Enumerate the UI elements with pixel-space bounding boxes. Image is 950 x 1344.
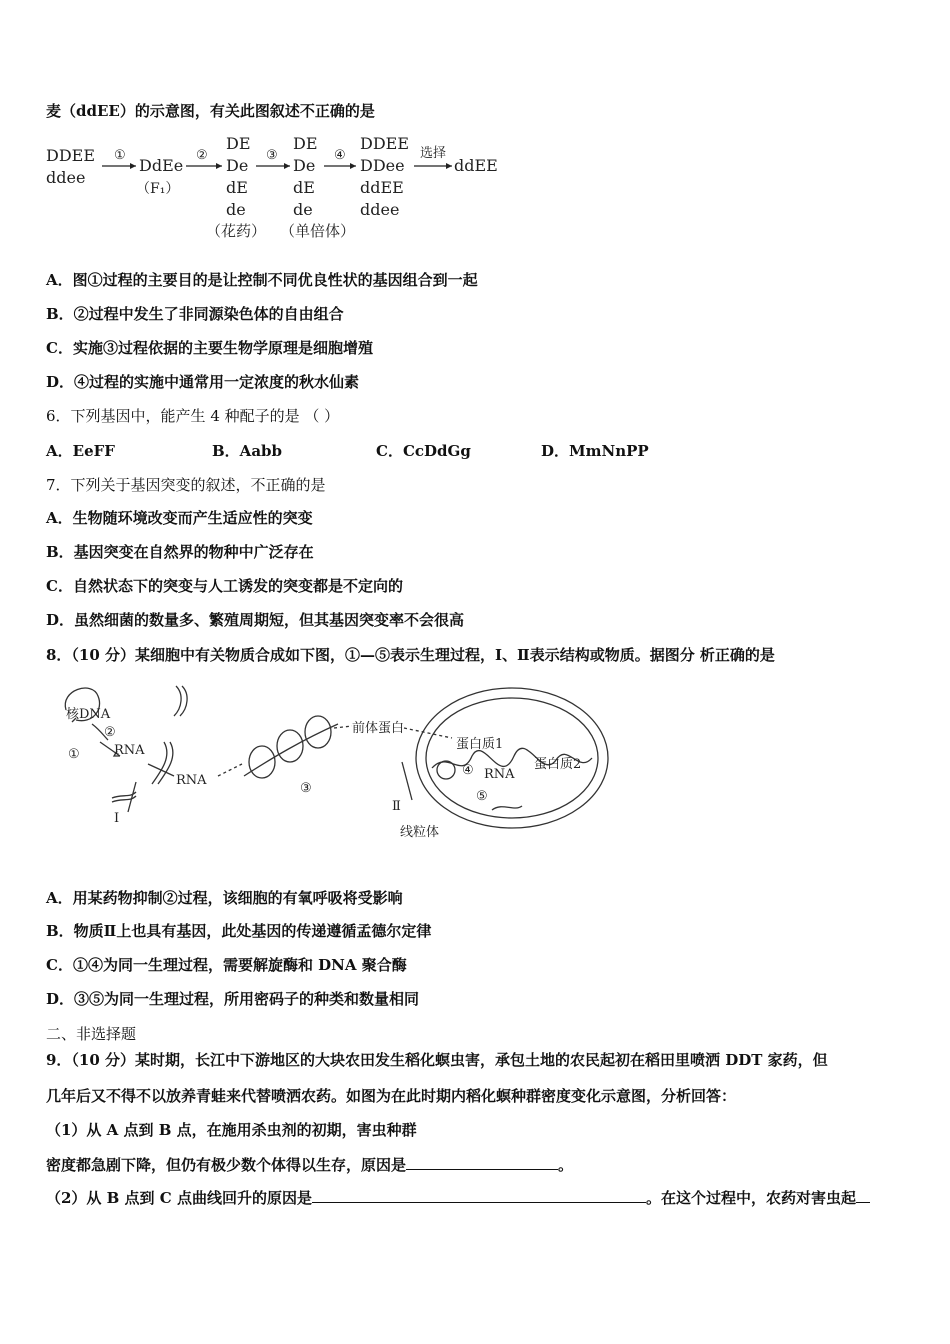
q9-line-1: 9．（10 分）某时期，长江中下游地区的大块农田发生稻化螟虫害，承包土地的农民起初在稻田里喷洒 DDT 家药，但 <box>46 1051 828 1069</box>
q7-option-a: A．生物随环境改变而产生适应性的突变 <box>46 509 313 527</box>
q9-sub2-line <box>46 1188 870 1208</box>
q6-option-b: B．Aabb <box>212 442 283 460</box>
structure-2-label: Ⅱ <box>392 799 401 814</box>
haploid-caption: （单倍体） <box>280 222 356 240</box>
q5-option-d: D．④过程的实施中通常用一定浓度的秋水仙素 <box>46 373 360 391</box>
pollen-genotype: DE <box>226 134 251 153</box>
q5-option-c: C．实施③过程依据的主要生物学原理是细胞增殖 <box>46 339 373 357</box>
q7-stem: 7．下列关于基因突变的叙述，不正确的是 <box>46 476 326 494</box>
f1-label: （F₁） <box>136 181 180 197</box>
haploid-genotype: de <box>293 200 313 219</box>
q6-stem: 6．下列基因中，能产生 4 种配子的是 （ ） <box>46 407 340 425</box>
q8-option-c: C．①④为同一生理过程，需要解旋酶和 DNA 聚合酶 <box>46 956 407 974</box>
rna-label-2: RNA <box>176 773 207 788</box>
haploid-genotype: dE <box>293 178 315 197</box>
process-2-label: ② <box>104 725 116 740</box>
q8-stem: 8．（10 分）某细胞中有关物质合成如下图，①—⑤表示生理过程，Ⅰ、Ⅱ表示结构或物质。据图分 析正确的是 <box>46 646 775 664</box>
q7-option-d: D．虽然细菌的数量多、繁殖周期短，但其基因突变率不会很高 <box>46 611 465 629</box>
q6-option-c: C．CcDdGg <box>376 442 471 460</box>
pollen-genotype: De <box>226 156 249 175</box>
process-1-label: ① <box>68 747 80 762</box>
breeding-diagram <box>44 133 524 243</box>
result-genotype: ddEE <box>454 156 498 175</box>
q7-option-b: B．基因突变在自然界的物种中广泛存在 <box>46 543 314 561</box>
process-3-label: ③ <box>300 781 312 796</box>
rna-label-3: RNA <box>484 767 515 782</box>
doubled-genotype: DDee <box>360 156 405 175</box>
step-4-label: ④ <box>334 148 346 163</box>
parent-genotype-1: DDEE <box>46 146 96 165</box>
q5-option-a: A．图①过程的主要目的是让控制不同优良性状的基因组合到一起 <box>46 271 478 289</box>
parent-genotype-2: ddee <box>46 168 86 187</box>
q9-sub1-text: 密度都急剧下降，但仍有极少数个体得以生存，原因是 <box>46 1156 407 1174</box>
doubled-genotype: DDEE <box>360 134 410 153</box>
answer-blank-1[interactable] <box>406 1155 558 1170</box>
q8-option-a: A．用某药物抑制②过程，该细胞的有氧呼吸将受影响 <box>46 889 403 907</box>
process-4-label: ④ <box>462 763 474 778</box>
answer-blank-2[interactable] <box>312 1188 646 1203</box>
section-heading: 二、非选择题 <box>46 1025 137 1043</box>
precursor-protein-label: 前体蛋白 <box>352 721 405 736</box>
structure-1-label: Ⅰ <box>114 811 120 826</box>
mitochondrion-label: 线粒体 <box>400 825 440 840</box>
q9-sub1-end: 。 <box>558 1156 574 1174</box>
f1-genotype: DdEe <box>139 156 184 175</box>
protein-1-label: 蛋白质1 <box>456 737 504 752</box>
q5-option-b: B．②过程中发生了非同源染色体的自由组合 <box>46 305 344 323</box>
protein-2-label: 蛋白质2 <box>534 757 582 772</box>
haploid-genotype: DE <box>293 134 318 153</box>
nucleus-dna-label: 核DNA <box>66 707 111 722</box>
step-2-label: ② <box>196 148 208 163</box>
haploid-genotype: De <box>293 156 316 175</box>
answer-blank-3[interactable] <box>856 1188 870 1203</box>
q9-sub1-line-1: （1）从 A 点到 B 点，在施用杀虫剂的初期，害虫种群 <box>46 1121 417 1139</box>
protein-synthesis-diagram <box>52 680 622 850</box>
pollen-genotype: de <box>226 200 246 219</box>
doubled-genotype: ddEE <box>360 178 404 197</box>
q8-option-b: B．物质Ⅱ上也具有基因，此处基因的传递遵循孟德尔定律 <box>46 922 432 940</box>
q6-option-a: A．EeFF <box>46 442 115 460</box>
q6-option-d: D．MmNnPP <box>541 442 649 460</box>
q9-line-2: 几年后又不得不以放养青蛙来代替喷洒农药。如图为在此时期内稻化螟种群密度变化示意图，分析回答： <box>46 1087 737 1105</box>
step-1-label: ① <box>114 148 126 163</box>
process-5-label: ⑤ <box>476 789 488 804</box>
q8-option-d: D．③⑤为同一生理过程，所用密码子的种类和数量相同 <box>46 990 420 1008</box>
pollen-genotype: dE <box>226 178 248 197</box>
rna-label-1: RNA <box>114 743 145 758</box>
q9-sub1-line-2 <box>46 1155 573 1175</box>
pollen-caption: （花药） <box>206 222 267 240</box>
question-intro: 麦（ddEE）的示意图，有关此图叙述不正确的是 <box>46 102 375 120</box>
select-label: 选择 <box>420 146 447 161</box>
q9-sub2-tail: 。在这个过程中，农药对害虫起 <box>645 1189 856 1207</box>
doubled-genotype: ddee <box>360 200 400 219</box>
step-3-label: ③ <box>266 148 278 163</box>
q7-option-c: C．自然状态下的突变与人工诱发的突变都是不定向的 <box>46 577 403 595</box>
q9-sub2-text: （2）从 B 点到 C 点曲线回升的原因是 <box>46 1189 312 1207</box>
